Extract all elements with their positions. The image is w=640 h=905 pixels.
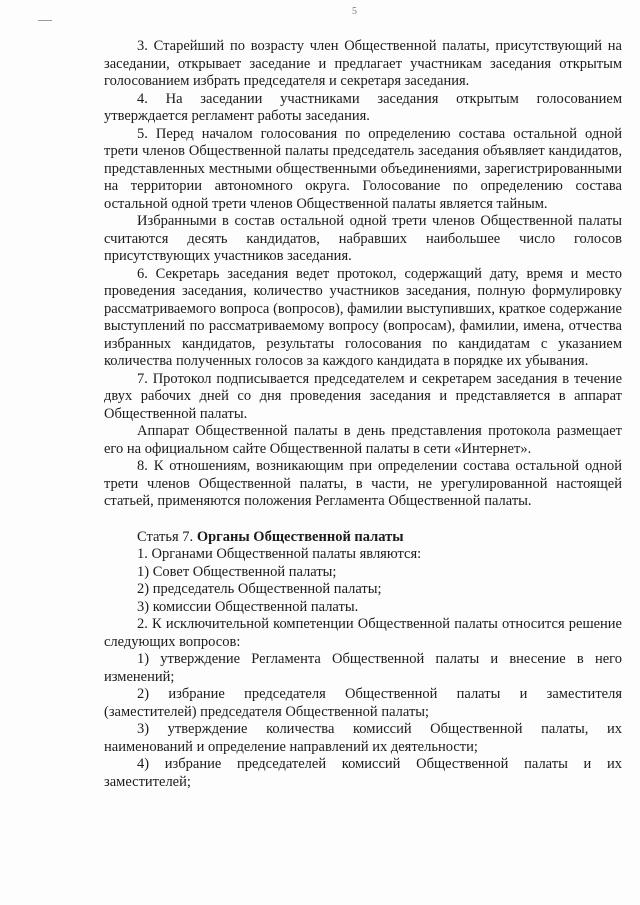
list-item: 3) утверждение количества комиссий Общественной палаты, их наименований и определение направлений их деятельности;: [104, 721, 622, 755]
paragraph: Аппарат Общественной палаты в день представления протокола размещает его на официальном сайте Общественной палаты в сети «Интернет».: [104, 423, 622, 457]
paragraph: 5. Перед началом голосования по определению состава остальной одной трети членов Общественной палаты председатель заседания объявляет кандидатов, представленных местными общественными объединениями, зарегистрированными на территории автономного округа. Голосование по определению состава остальной одной трети членов Общественной палаты является тайным.: [104, 125, 622, 212]
document-body: [104, 38, 622, 791]
section-gap: [104, 511, 622, 529]
paragraph: 7. Протокол подписывается председателем и секретарем заседания в течение двух рабочих дней со дня проведения заседания и представляется в аппарат Общественной палаты.: [104, 370, 622, 422]
page-number: 5: [352, 6, 357, 17]
paragraph: 3. Старейший по возрасту член Общественной палаты, присутствующий на заседании, открывает заседание и предлагает участникам заседания открытым голосованием избрать председателя и секретаря заседания.: [104, 38, 622, 89]
list-item: 2) председатель Общественной палаты;: [137, 581, 382, 597]
paragraph: 1. Органами Общественной палаты являются:: [137, 546, 422, 562]
article-number: Статья 7.: [137, 528, 197, 545]
article-heading: [104, 529, 622, 547]
list-item: 3) комиссии Общественной палаты.: [137, 598, 359, 615]
paragraph: Избранными в состав остальной одной трети членов Общественной палаты считаются десять кандидатов, набравших наибольшее число голосов присутствующих участников заседания.: [104, 213, 622, 264]
paragraph: 8. К отношениям, возникающим при определении состава остальной одной трети членов Общественной палаты, в части, не урегулированной настоящей статьей, применяются положения Регламента Общественной палаты.: [104, 458, 622, 509]
list-item: 4) избрание председателей комиссий Общественной палаты и их заместителей;: [104, 756, 622, 790]
paragraph: 6. Секретарь заседания ведет протокол, содержащий дату, время и место проведения заседания, количество участников заседания, полную формулировку рассматриваемого вопроса (вопросов), фамилии выступивших, краткое содержание выступлений по рассматриваемому вопросу (вопросам), фамилии, имена, отчества избранных кандидатов, результаты голосования по кандидатам с указанием количества полученных голосов за каждого кандидата в порядке их убывания.: [104, 265, 622, 369]
list-item: 1) утверждение Регламента Общественной палаты и внесение в него изменений;: [104, 651, 622, 685]
article-title: Органы Общественной палаты: [196, 528, 404, 545]
paragraph: 2. К исключительной компетенции Общественной палаты относится решение следующих вопросов:: [104, 616, 622, 650]
paragraph: 4. На заседании участниками заседания открытым голосованием утверждается регламент работы заседания.: [104, 90, 622, 124]
list-item: 1) Совет Общественной палаты;: [137, 563, 337, 580]
list-item: 2) избрание председателя Общественной палаты и заместителя (заместителей) председателя Общественной палаты;: [104, 686, 622, 720]
scan-mark: [38, 20, 52, 21]
